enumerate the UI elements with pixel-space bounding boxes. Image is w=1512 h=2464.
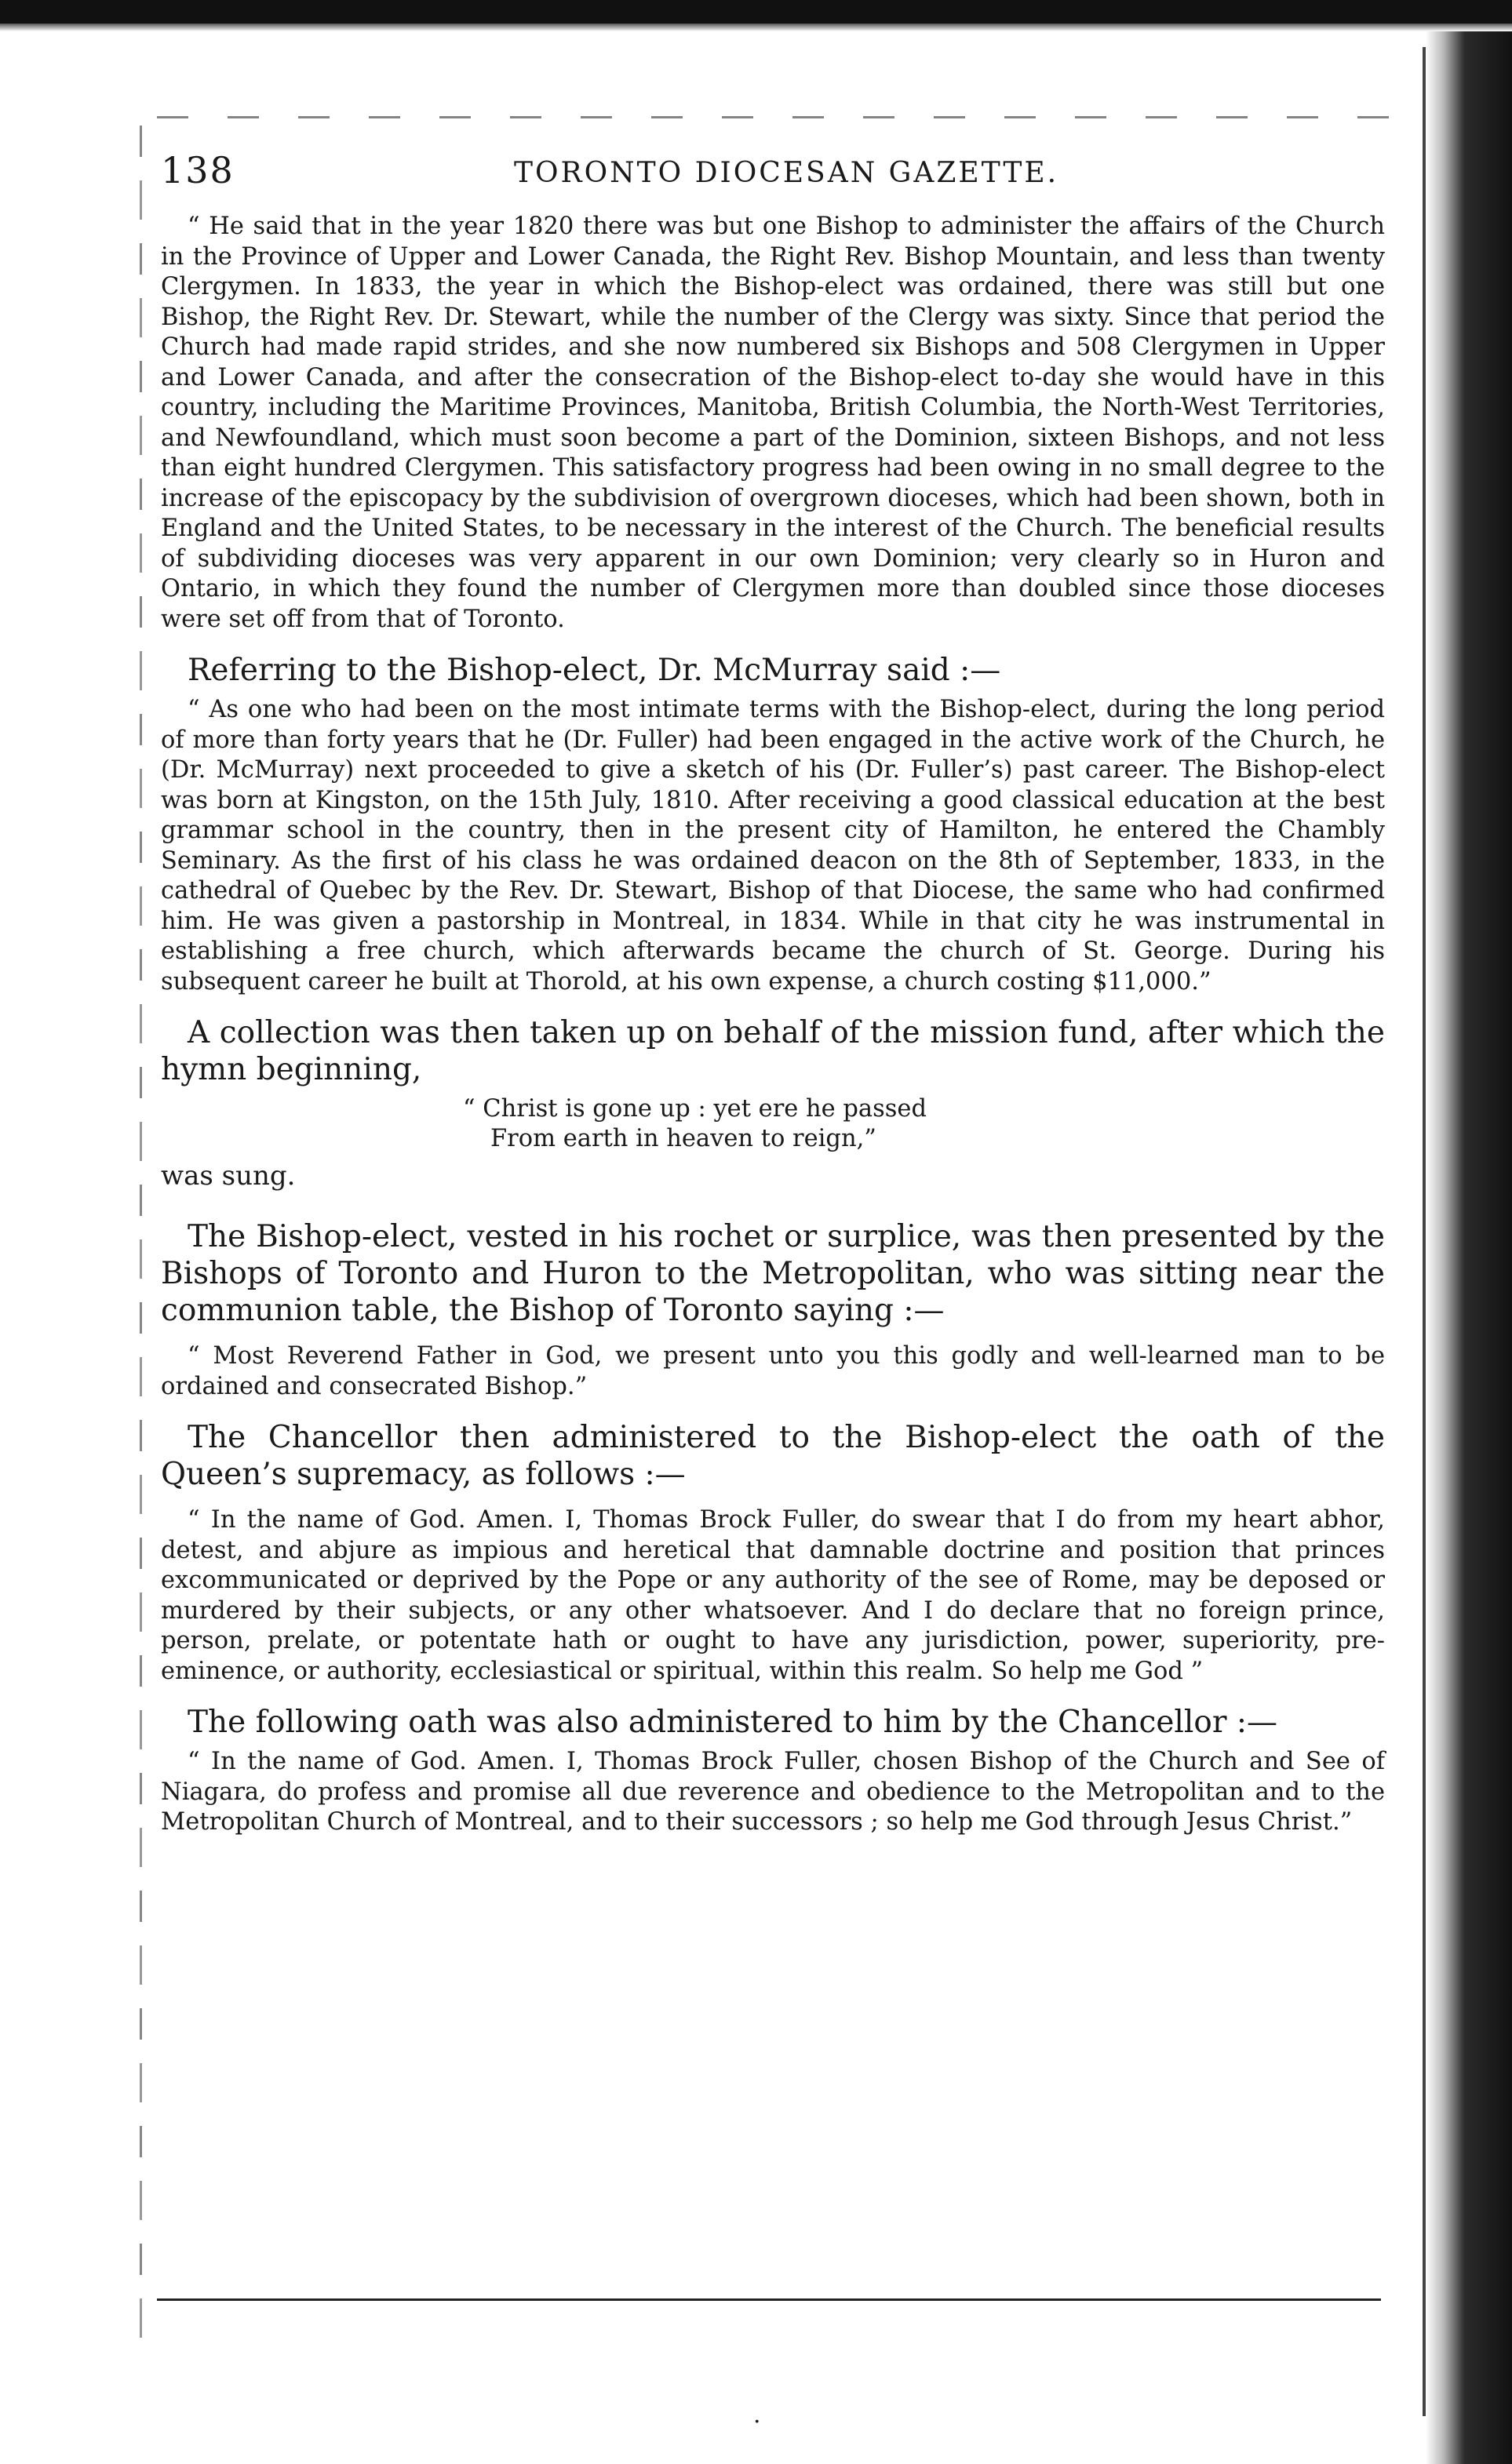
scan-right-border (1426, 31, 1512, 2464)
scan-top-border (0, 0, 1512, 27)
paragraph-oath-of-supremacy: “ In the name of God. Amen. I, Thomas Brock Fuller, do swear that I do from my heart abhor, detest, and abjure as impious and heretical that damnable doctrine and position that princes excommunicated or deprived by the Pope or any authority of the see of Rome, may be deposed or murdered by their subjects, or any other whatsoever. And I do declare that no foreign prince, person, prelate, or potentate hath or ought to have any jurisdiction, power, superiority, pre-eminence, or authority, ecclesiastical or spiritual, within this realm. So help me God ” (161, 1506, 1385, 1685)
footer-mark: · (753, 2408, 761, 2436)
paragraph-second-oath-intro: The following oath was also administered to him by the Chancellor :— (188, 1705, 1278, 1740)
scan-right-edge-line (1423, 47, 1426, 2416)
page-number: 138 (161, 149, 235, 191)
journal-title: TORONTO DIOCESAN GAZETTE. (514, 157, 1059, 189)
paragraph-collection: A collection was then taken up on behalf of the mission fund, after which the hymn beginning, (161, 1015, 1385, 1087)
page-content (161, 149, 1385, 1838)
paragraph-presentation-words: “ Most Reverend Father in God, we present unto you this godly and well-learned man to be ordained and consecrated Bishop.” (161, 1342, 1385, 1400)
paragraph-oath-of-obedience: “ In the name of God. Amen. I, Thomas Brock Fuller, chosen Bishop of the Church and See of Niagara, do profess and promise all due reverence and obedience to the Metropolitan and to the Metropolitan Church of Montreal, and to their successors ; so help me God through Jesus Christ.” (161, 1748, 1385, 1836)
header-rule (157, 116, 1412, 118)
paragraph-referring-bishop-elect: Referring to the Bishop-elect, Dr. McMurray said :— (188, 653, 1001, 688)
hymn-line-2: From earth in heaven to reign,” (490, 1125, 876, 1152)
paragraph-chancellor-oath-intro: The Chancellor then administered to the Bishop-elect the oath of the Queen’s supremacy, as follows :— (161, 1420, 1385, 1492)
running-head (161, 149, 1385, 212)
page-left-margin-rule (140, 126, 142, 2338)
paragraph-clergy-statistics: “ He said that in the year 1820 there was but one Bishop to administer the affairs of the Church in the Province of Upper and Lower Canada, the Right Rev. Bishop Mountain, and less than twenty Clergymen. In 1833, the year in which the Bishop-elect was ordained, there was still but one Bishop, the Right Rev. Dr. Stewart, while the number of the Clergy was sixty. Since that period the Church had made rapid strides, and she now numbered six Bishops and 508 Clergymen in Upper and Lower Canada, and after the consecration of the Bishop-elect to-day she would have in this country, including the Maritime Provinces, Manitoba, British Columbia, the North-West Territories, and Newfoundland, which must soon become a part of the Dominion, sixteen Bishops, and not less than eight hundred Clergymen. This satisfactory progress had been owing in no small degree to the increase of the episcopacy by the subdivision of overgrown dioceses, which had been shown, both in England and the United States, to be necessary in the interest of the Church. The beneficial results of subdividing dioceses was very apparent in our own Dominion; very clearly so in Huron and Ontario, in which they found the number of Clergymen more than doubled since those dioceses were set off from that of Toronto. (161, 213, 1385, 633)
paragraph-presentation: The Bishop-elect, vested in his rochet or surplice, was then presented by the Bishops of Toronto and Huron to the Metropolitan, who was sitting near the communion table, the Bishop of Toronto saying :— (161, 1219, 1385, 1328)
footer-rule (157, 2298, 1381, 2301)
scan-top-shadow (0, 24, 1512, 31)
hymn-line-1: “ Christ is gone up : yet ere he passed (463, 1095, 927, 1123)
paragraph-was-sung: was sung. (161, 1160, 296, 1192)
paragraph-fuller-career: “ As one who had been on the most intimate terms with the Bishop-elect, during the long period of more than forty years that he (Dr. Fuller) had been engaged in the active work of the Church, he (Dr. McMurray) next proceeded to give a sketch of his (Dr. Fuller’s) past career. The Bishop-elect was born at Kingston, on the 15th July, 1810. After receiving a good classical education at the best grammar school in the country, then in the present city of Hamilton, he entered the Chambly Seminary. As the first of his class he was ordained deacon on the 8th of September, 1833, in the cathedral of Quebec by the Rev. Dr. Stewart, Bishop of that Diocese, the same who had confirmed him. He was given a pastorship in Montreal, in 1834. While in that city he was instrumental in establishing a free church, which afterwards became the church of St. George. During his subsequent career he built at Thorold, at his own expense, a church costing $11,000.” (161, 696, 1385, 995)
